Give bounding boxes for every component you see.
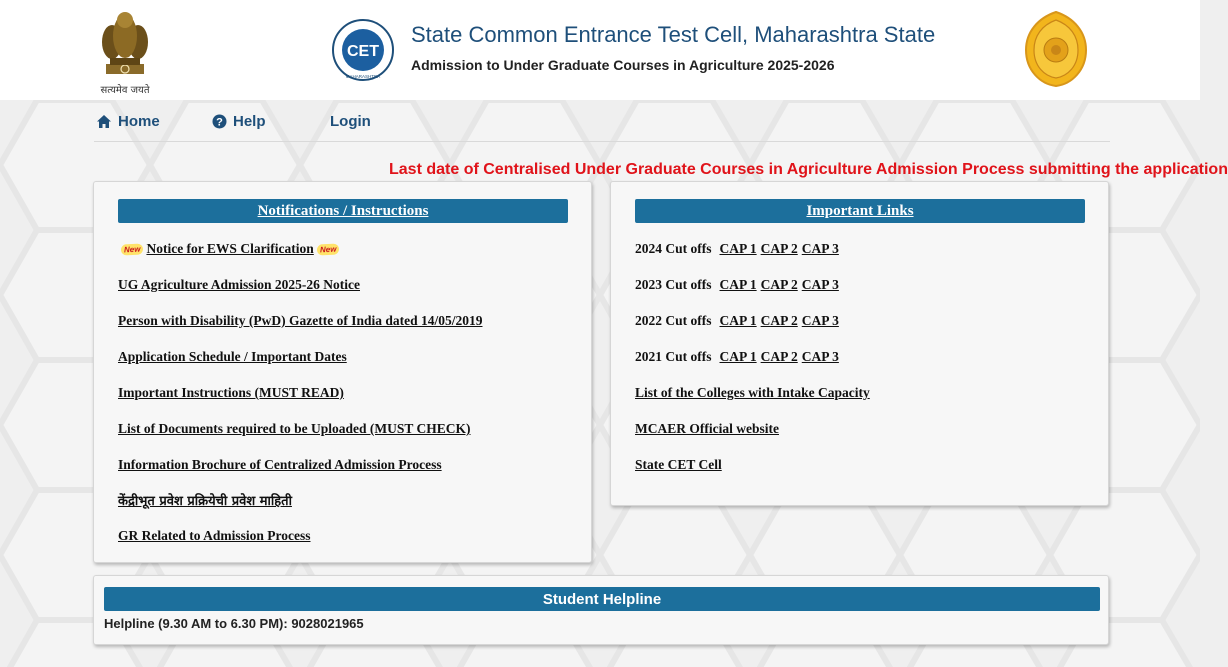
cutoff-label: 2024 Cut offs [635, 241, 712, 256]
notifications-heading[interactable]: Notifications / Instructions [257, 202, 429, 219]
notifications-panel [93, 181, 592, 563]
helpline-heading: Student Helpline [542, 590, 662, 608]
cutoff-row [635, 239, 843, 259]
documents-link[interactable]: List of Documents required to be Uploaded (MUST CHECK) [118, 421, 471, 436]
cet-logo-bottom-text: MAHARASHTRA [345, 74, 381, 79]
cap-link[interactable]: CAP 1 [719, 241, 757, 256]
nav-login-label: Login [330, 112, 371, 130]
helpline-heading-bar [104, 587, 1100, 611]
svg-text:?: ? [216, 116, 223, 128]
cap-link[interactable]: CAP 1 [719, 313, 757, 328]
nav-help-label: Help [233, 112, 266, 130]
main-nav [94, 100, 1110, 142]
cutoff-label: 2021 Cut offs [635, 349, 712, 364]
cet-logo-text: CET [347, 43, 379, 60]
cap-link[interactable]: CAP 3 [801, 349, 839, 364]
new-badge: New [121, 243, 144, 255]
cap-link[interactable]: CAP 2 [760, 349, 798, 364]
marathi-info-link[interactable]: केंद्रीभूत प्रवेश प्रक्रियेची प्रवेश माहिती [118, 494, 292, 509]
mcaer-website-link[interactable]: MCAER Official website [635, 421, 779, 436]
list-item [118, 526, 311, 546]
instructions-link[interactable]: Important Instructions (MUST READ) [118, 385, 344, 400]
announcement-marquee [94, 156, 1228, 184]
cutoff-row [635, 311, 843, 331]
list-item [118, 490, 292, 510]
page-title: State Common Entrance Test Cell, Maharashtra State [411, 22, 936, 47]
list-item [118, 239, 342, 259]
cap-link[interactable]: CAP 2 [760, 313, 798, 328]
cet-logo [332, 15, 394, 85]
list-item [118, 347, 347, 367]
important-links-heading-bar [635, 199, 1085, 223]
list-item [118, 275, 360, 295]
pwd-gazette-link[interactable]: Person with Disability (PwD) Gazette of India dated 14/05/2019 [118, 313, 483, 328]
cap-link[interactable]: CAP 3 [801, 277, 839, 292]
notice-ews-link[interactable]: Notice for EWS Clarification [146, 241, 314, 256]
ug-notice-link[interactable]: UG Agriculture Admission 2025-26 Notice [118, 277, 360, 292]
important-links-heading[interactable]: Important Links [806, 202, 914, 219]
list-item [635, 383, 870, 403]
gr-link[interactable]: GR Related to Admission Process [118, 528, 311, 543]
cap-link[interactable]: CAP 3 [801, 241, 839, 256]
maharashtra-seal [1022, 10, 1090, 88]
new-badge: New [317, 243, 340, 255]
helpline-text: Helpline (9.30 AM to 6.30 PM): 9028021965 [104, 616, 364, 631]
cutoff-label: 2023 Cut offs [635, 277, 712, 292]
cap-link[interactable]: CAP 3 [801, 313, 839, 328]
list-item [635, 455, 722, 475]
brochure-link[interactable]: Information Brochure of Centralized Admission Process [118, 457, 442, 472]
college-intake-link[interactable]: List of the Colleges with Intake Capacity [635, 385, 870, 400]
state-cet-link[interactable]: State CET Cell [635, 457, 722, 472]
emblem-motto: सत्यमेव जयते [100, 85, 150, 96]
cutoff-row [635, 275, 843, 295]
cap-link[interactable]: CAP 1 [719, 277, 757, 292]
nav-login[interactable] [330, 111, 371, 131]
site-header [0, 0, 1200, 100]
national-emblem [92, 6, 158, 96]
helpline-panel [93, 575, 1109, 645]
cap-link[interactable]: CAP 2 [760, 277, 798, 292]
important-links-panel [610, 181, 1109, 506]
cap-link[interactable]: CAP 1 [719, 349, 757, 364]
page-subtitle: Admission to Under Graduate Courses in Agriculture 2025-2026 [411, 57, 835, 73]
nav-help[interactable] [212, 111, 266, 131]
list-item [635, 419, 779, 439]
notifications-heading-bar [118, 199, 568, 223]
list-item [118, 419, 471, 439]
list-item [118, 383, 344, 403]
cutoff-row [635, 347, 843, 367]
home-icon [96, 114, 112, 129]
marquee-text: Last date of Centralised Under Graduate Courses in Agriculture Admission Process submitting the application [389, 161, 1228, 178]
nav-home-label: Home [118, 112, 160, 130]
help-circle-icon [212, 114, 227, 129]
list-item [118, 455, 442, 475]
nav-home[interactable] [96, 111, 160, 131]
cap-link[interactable]: CAP 2 [760, 241, 798, 256]
cutoff-label: 2022 Cut offs [635, 313, 712, 328]
list-item [118, 311, 482, 331]
schedule-link[interactable]: Application Schedule / Important Dates [118, 349, 347, 364]
